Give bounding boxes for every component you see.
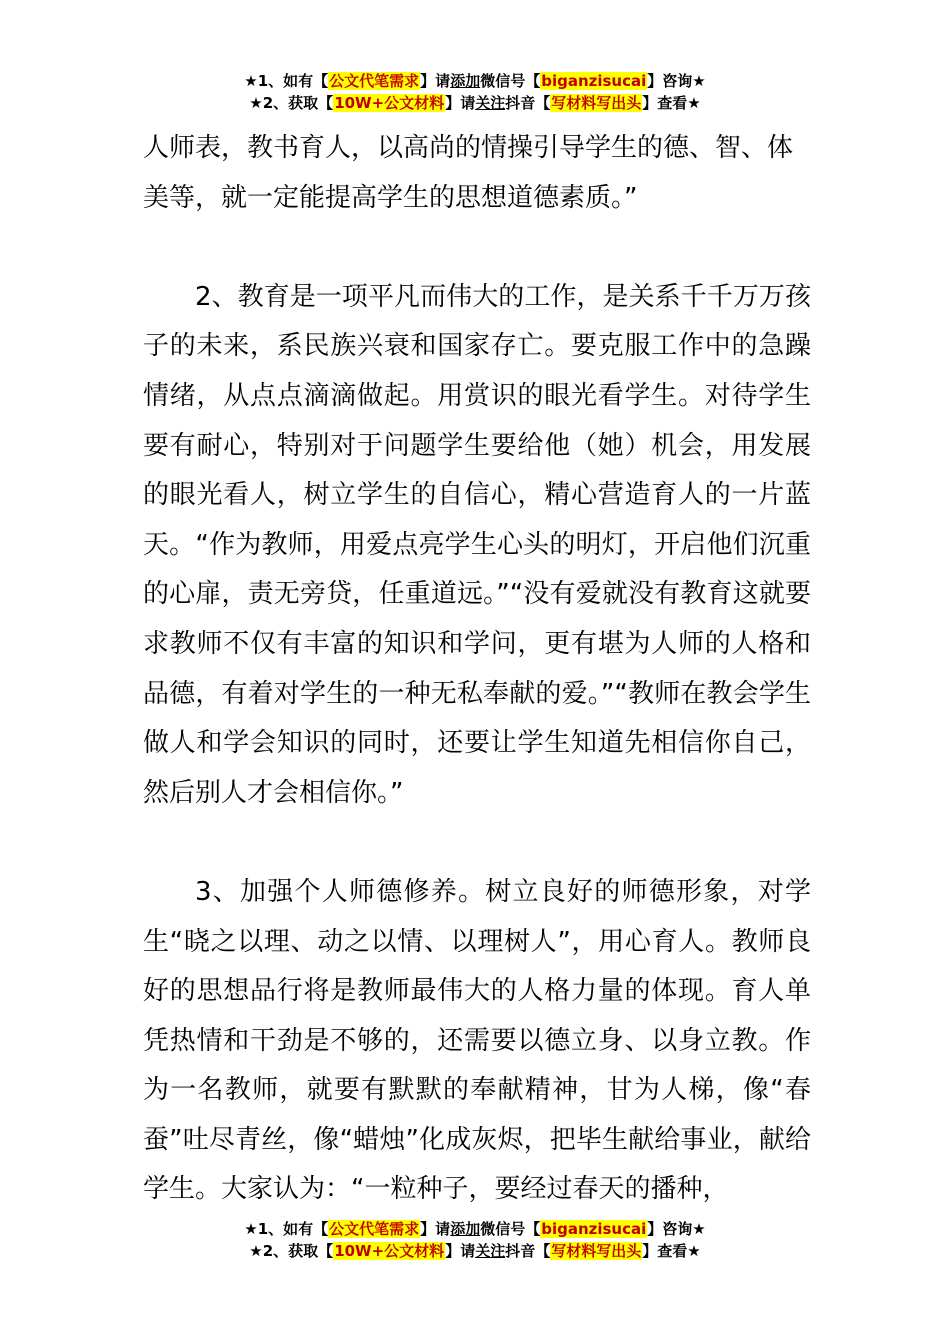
highlight-service: 公文代笔需求 — [329, 1220, 420, 1238]
underlined-add: 添加 — [450, 72, 481, 90]
banner-text: 】咨询★ — [647, 72, 706, 90]
highlight-materials: 10W+公文材料 — [334, 94, 445, 112]
footer-banner — [0, 1218, 950, 1262]
star-icon: ★ — [244, 1220, 258, 1238]
banner-text: 】咨询★ — [647, 1220, 706, 1238]
paragraph-continued-line-1: 人师表，教书育人，以高尚的情操引导学生的德、智、体 — [143, 133, 794, 163]
paragraph-gap — [143, 818, 811, 868]
banner-text: 】查看★ — [642, 1242, 701, 1260]
star-icon: ★ — [244, 72, 258, 90]
paragraph-2: 2、教育是一项平凡而伟大的工作，是关系千千万万孩子的未来，系民族兴衰和国家存亡。要克服工作中的急躁情绪，从点点滴滴做起。用赏识的眼光看学生。对待学生要有耐心，特别对于问题学生要给他（她）机会，用发展的眼光看人，树立学生的自信心，精心营造育人的一片蓝天。“作为教师，用爱点亮学生心头的明灯，开启他们沉重的心扉，责无旁贷，任重道远。”“没有爱就没有教育这就要求教师不仅有丰富的知识和学问，更有堪为人师的人格和品德，有着对学生的一种无私奉献的爱。”“教师在教会学生做人和学会知识的同时，还要让学生知道先相信你自己，然后别人才会相信你。” — [143, 281, 811, 808]
underlined-follow: 关注 — [475, 1242, 506, 1260]
paragraph-3: 3、加强个人师德修养。树立良好的师德形象，对学生“晓之以理、动之以情、以理树人”，用心育人。教师良好的思想品行将是教师最伟大的人格力量的体现。育人单凭热情和干劲是不够的，还需要以德立身、以身立教。作为一名教师，就要有默默的奉献精神，甘为人梯，像“春蚕”吐尽青丝，像“蜡烛”化成灰烬，把毕生献给事业，献给学生。大家认为：“一粒种子，要经过春天的播种， — [143, 876, 811, 1205]
star-icon: ★ — [249, 94, 263, 112]
banner-text: 】查看★ — [642, 94, 701, 112]
highlight-service: 公文代笔需求 — [329, 72, 420, 90]
banner-line-2 — [0, 92, 950, 114]
star-icon: ★ — [249, 1242, 263, 1260]
highlight-wechat-id: biganzisucai — [541, 72, 647, 90]
banner-text: 】请 — [420, 1220, 451, 1238]
banner-line-2 — [0, 1240, 950, 1262]
underlined-follow: 关注 — [475, 94, 506, 112]
underlined-add: 添加 — [450, 1220, 481, 1238]
banner-text: 2、获取【 — [262, 1242, 334, 1260]
paragraph-gap — [143, 223, 811, 273]
highlight-douyin: 写材料写出头 — [551, 94, 642, 112]
banner-text: 抖音【 — [505, 1242, 551, 1260]
highlight-wechat-id: biganzisucai — [541, 1220, 647, 1238]
highlight-douyin: 写材料写出头 — [551, 1242, 642, 1260]
banner-text: 2、获取【 — [262, 94, 334, 112]
paragraph-continued-line-2: 美等，就一定能提高学生的思想道德素质。” — [143, 182, 638, 213]
banner-text: 】请 — [445, 94, 476, 112]
banner-text: 微信号【 — [480, 1220, 541, 1238]
banner-text: 】请 — [445, 1242, 476, 1260]
banner-line-1 — [0, 70, 950, 92]
banner-line-1 — [0, 1218, 950, 1240]
banner-text: 】请 — [420, 72, 451, 90]
banner-text: 1、如有【 — [257, 72, 329, 90]
document-body — [143, 124, 811, 1215]
header-banner — [0, 70, 950, 114]
banner-text: 1、如有【 — [257, 1220, 329, 1238]
highlight-materials: 10W+公文材料 — [334, 1242, 445, 1260]
banner-text: 抖音【 — [505, 94, 551, 112]
banner-text: 微信号【 — [480, 72, 541, 90]
